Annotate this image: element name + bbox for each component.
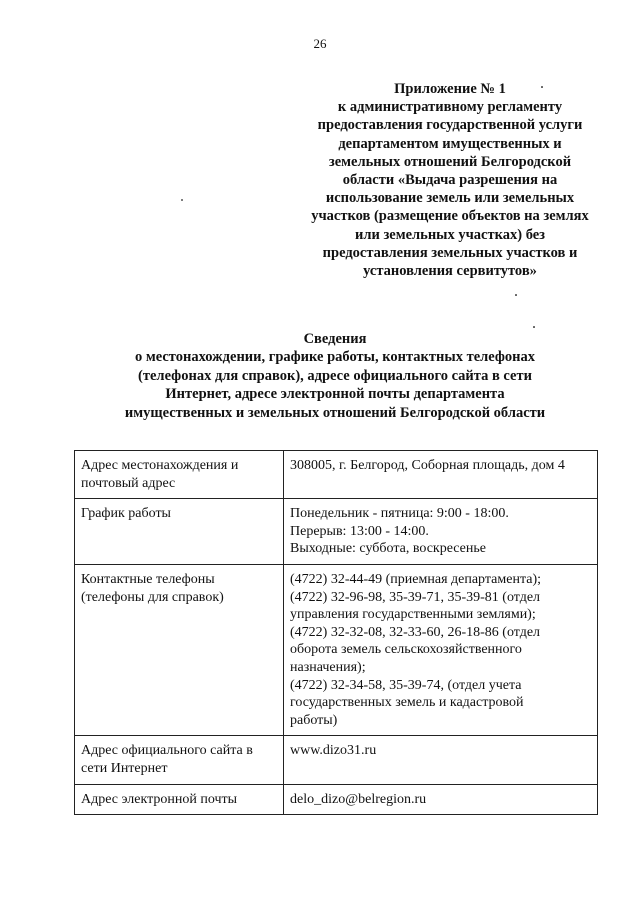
page-number: 26 xyxy=(313,36,327,51)
website-url[interactable]: www.dizo31.ru xyxy=(290,743,377,759)
label-line: Контактные телефоны xyxy=(81,571,215,587)
value-website xyxy=(284,736,598,784)
value-line: назначения); xyxy=(290,659,366,675)
value-address xyxy=(284,451,598,499)
title-line: о местонахождении, графике работы, контактных телефонах xyxy=(134,349,536,366)
label-schedule xyxy=(75,499,284,565)
value-line: управления государственными землями); xyxy=(290,607,536,623)
appendix-line: участков (размещение объектов на землях xyxy=(311,208,589,225)
label-email xyxy=(75,784,284,815)
appendix-line: использование земель или земельных xyxy=(325,190,575,207)
value-line: (4722) 32-34-58, 35-39-74, (отдел учета xyxy=(290,677,522,693)
appendix-line: земельных отношений Белгородской xyxy=(328,153,572,170)
scan-speck xyxy=(181,199,183,201)
value-line: 308005, г. Белгород, Соборная площадь, дом 4 xyxy=(290,458,565,473)
label-line: Адрес местонахождения и xyxy=(81,458,239,473)
appendix-line: Приложение № 1 xyxy=(394,81,506,97)
label-website xyxy=(75,736,284,784)
label-line: Адрес электронной почты xyxy=(81,791,238,807)
appendix-line: области «Выдача разрешения на xyxy=(342,172,558,189)
appendix-heading xyxy=(290,80,610,280)
table-row-address xyxy=(75,451,598,499)
table-row-schedule xyxy=(75,499,598,565)
email-address[interactable]: delo_dizo@belregion.ru xyxy=(290,791,427,807)
title-line: (телефонах для справок), адресе официального сайта в сети xyxy=(138,367,532,384)
label-phones xyxy=(75,564,284,735)
appendix-line: предоставления земельных участков и xyxy=(322,244,578,261)
table-row-website xyxy=(75,736,598,784)
appendix-line: департаментом имущественных и xyxy=(338,135,562,152)
value-line: Выходные: суббота, воскресенье xyxy=(290,541,486,557)
scan-speck xyxy=(515,294,517,296)
title-line: имущественных и земельных отношений Белгородской области xyxy=(124,404,546,421)
title-line: Интернет, адресе электронной почты департамента xyxy=(165,386,505,403)
label-address xyxy=(75,451,284,499)
value-line: Перерыв: 13:00 - 14:00. xyxy=(290,523,429,539)
contact-info-table xyxy=(74,450,598,815)
value-line: государственных земель и кадастровой xyxy=(290,695,524,711)
appendix-line: предоставления государственной услуги xyxy=(317,117,583,134)
value-line: (4722) 32-96-98, 35-39-71, 35-39-81 (отдел xyxy=(290,589,541,605)
table-row-phones xyxy=(75,564,598,735)
scan-speck xyxy=(533,326,535,328)
label-line: Адрес официального сайта в xyxy=(81,743,253,759)
value-line: Понедельник - пятница: 9:00 - 18:00. xyxy=(290,506,509,522)
appendix-line: или земельных участках) без xyxy=(354,226,546,243)
scan-speck xyxy=(541,86,543,88)
value-line: (4722) 32-32-08, 32-33-60, 26-18-86 (отдел xyxy=(290,624,541,640)
value-line: оборота земель сельскохозяйственного xyxy=(290,642,522,658)
value-line: работы) xyxy=(290,712,338,728)
value-phones xyxy=(284,564,598,735)
appendix-line: установления сервитутов» xyxy=(363,263,537,280)
label-line: сети Интернет xyxy=(81,760,168,776)
appendix-line: к административному регламенту xyxy=(337,99,563,116)
title-line: Сведения xyxy=(303,331,367,347)
label-line: График работы xyxy=(81,506,171,522)
document-title xyxy=(70,330,600,422)
value-line: (4722) 32-44-49 (приемная департамента); xyxy=(290,571,541,587)
table-row-email xyxy=(75,784,598,815)
label-line: (телефоны для справок) xyxy=(81,589,224,605)
label-line: почтовый адрес xyxy=(81,475,176,491)
value-email xyxy=(284,784,598,815)
value-schedule xyxy=(284,499,598,565)
